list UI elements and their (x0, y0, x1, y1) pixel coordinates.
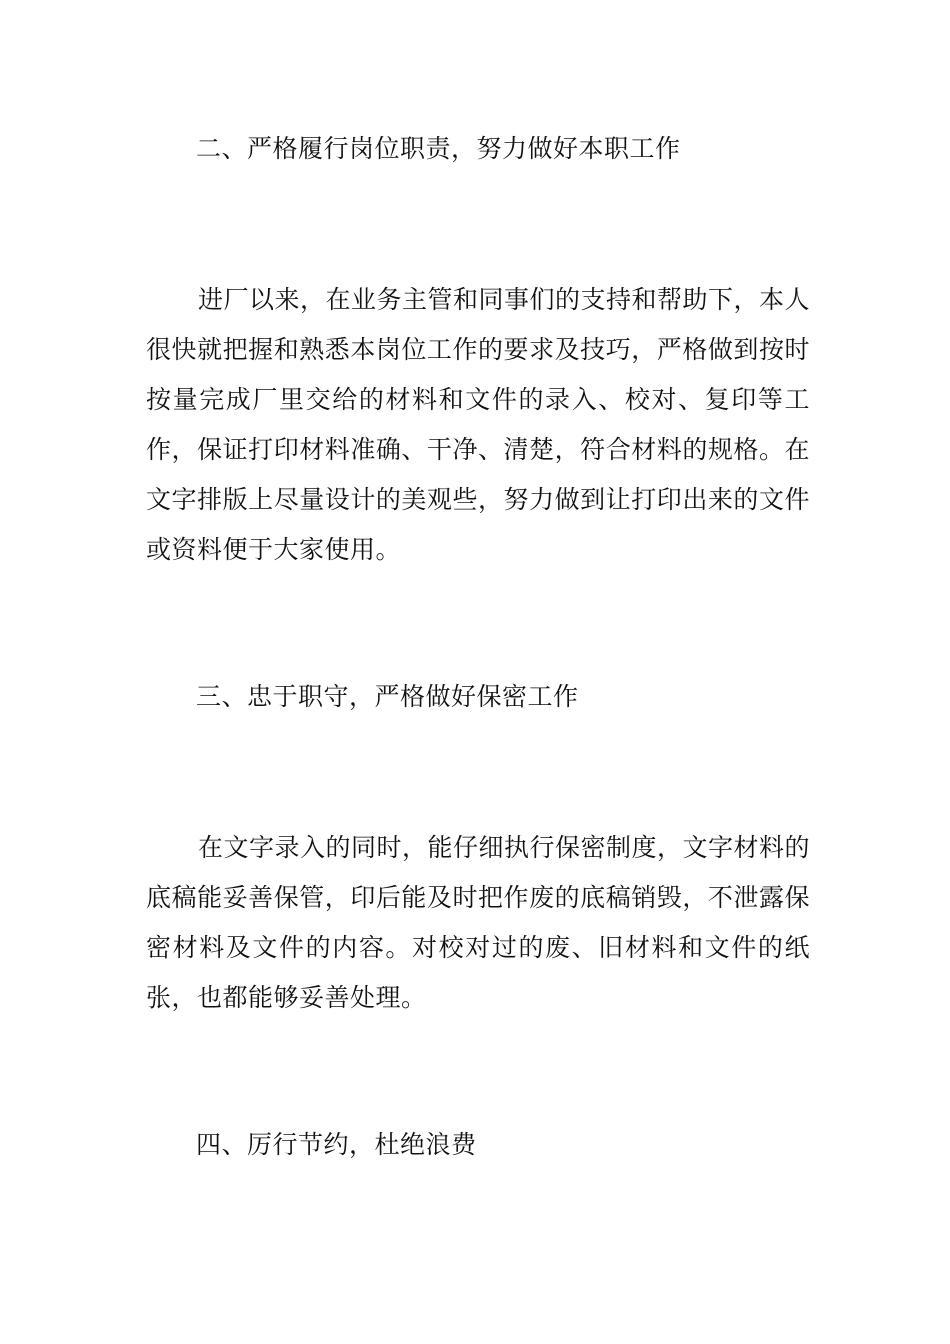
section-paragraph-3: 在文字录入的同时，能仔细执行保密制度，文字材料的底稿能妥善保管，印后能及时把作废的底稿销毁，不泄露保密材料及文件的内容。对校对过的废、旧材料和文件的纸张，也都能够妥善处理。 (146, 833, 811, 1012)
section-paragraph-2: 进厂以来，在业务主管和同事们的支持和帮助下，本人很快就把握和熟悉本岗位工作的要求及技巧，严格做到按时按量完成厂里交给的材料和文件的录入、校对、复印等工作，保证打印材料准确、干净、清楚，符合材料的规格。在文字排版上尽量设计的美观些，努力做到让打印出来的文件或资料便于大家使用。 (146, 285, 811, 564)
section-heading-3: 三、忠于职守，严格做好保密工作 (196, 682, 579, 711)
section-heading-2: 二、严格履行岗位职责，努力做好本职工作 (196, 134, 681, 163)
section-heading-4: 四、厉行节约，杜绝浪费 (196, 1130, 477, 1159)
